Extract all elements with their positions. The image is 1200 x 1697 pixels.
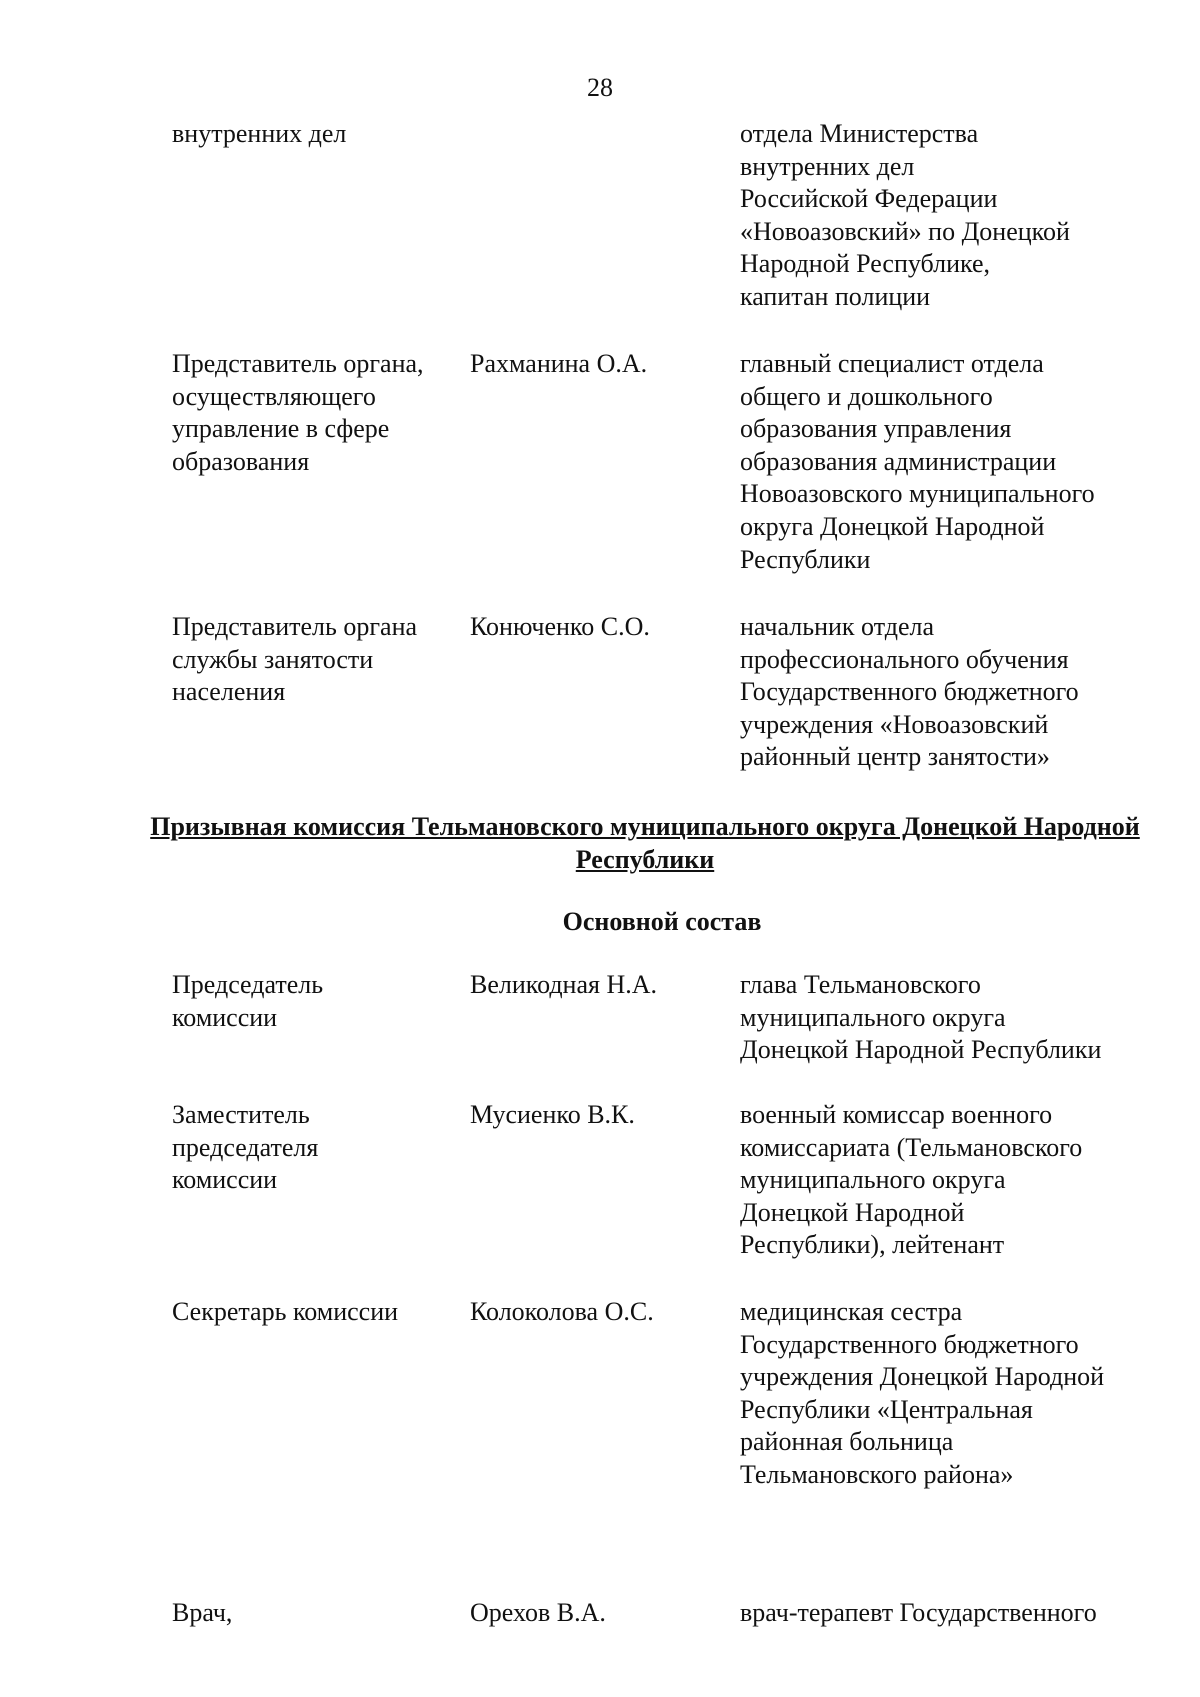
subsection-title: Основной состав [562,907,762,936]
member-name: Колоколова О.С. [470,1297,654,1326]
member-role: Заместитель председателя комиссии [172,1100,319,1195]
member-position: медицинская сестра Государственного бюджетного учреждения Донецкой Народной Республики «Центральная районная больница Тельмановского района» [740,1297,1105,1489]
member-name: Великодная Н.А. [470,970,658,999]
section-title: Призывная комиссия Тельмановского муниципального округа Донецкой Народной Республики [150,812,1140,874]
member-name: Конюченко С.О. [470,612,650,641]
member-role: Секретарь комиссии [172,1297,399,1326]
member-position: глава Тельмановского муниципального округа Донецкой Народной Республики [740,970,1102,1065]
member-role: Врач, [172,1598,233,1627]
member-position: начальник отдела профессионального обучения Государственного бюджетного учреждения «Новоазовский районный центр занятости» [740,612,1079,772]
member-role: Председатель комиссии [172,970,324,1032]
member-position: врач-терапевт Государственного [740,1598,1097,1627]
member-position: главный специалист отдела общего и дошкольного образования управления образования администрации Новоазовского муниципального округа Донецкой Народной Республики [740,349,1095,574]
member-role: внутренних дел [172,119,347,148]
member-name: Рахманина О.А. [470,349,648,378]
member-position: военный комиссар военного комиссариата (Тельмановского муниципального округа Донецкой Народной Республики), лейтенант [740,1100,1083,1260]
member-name: Мусиенко В.К. [470,1100,635,1129]
member-role: Представитель органа службы занятости населения [172,612,418,707]
member-role: Представитель органа, осуществляющего управление в сфере образования [172,349,424,476]
member-name: Орехов В.А. [470,1598,606,1627]
member-position: отдела Министерства внутренних дел Российской Федерации «Новоазовский» по Донецкой Народной Республике, капитан полиции [740,119,1070,311]
page-number: 28 [587,73,613,102]
